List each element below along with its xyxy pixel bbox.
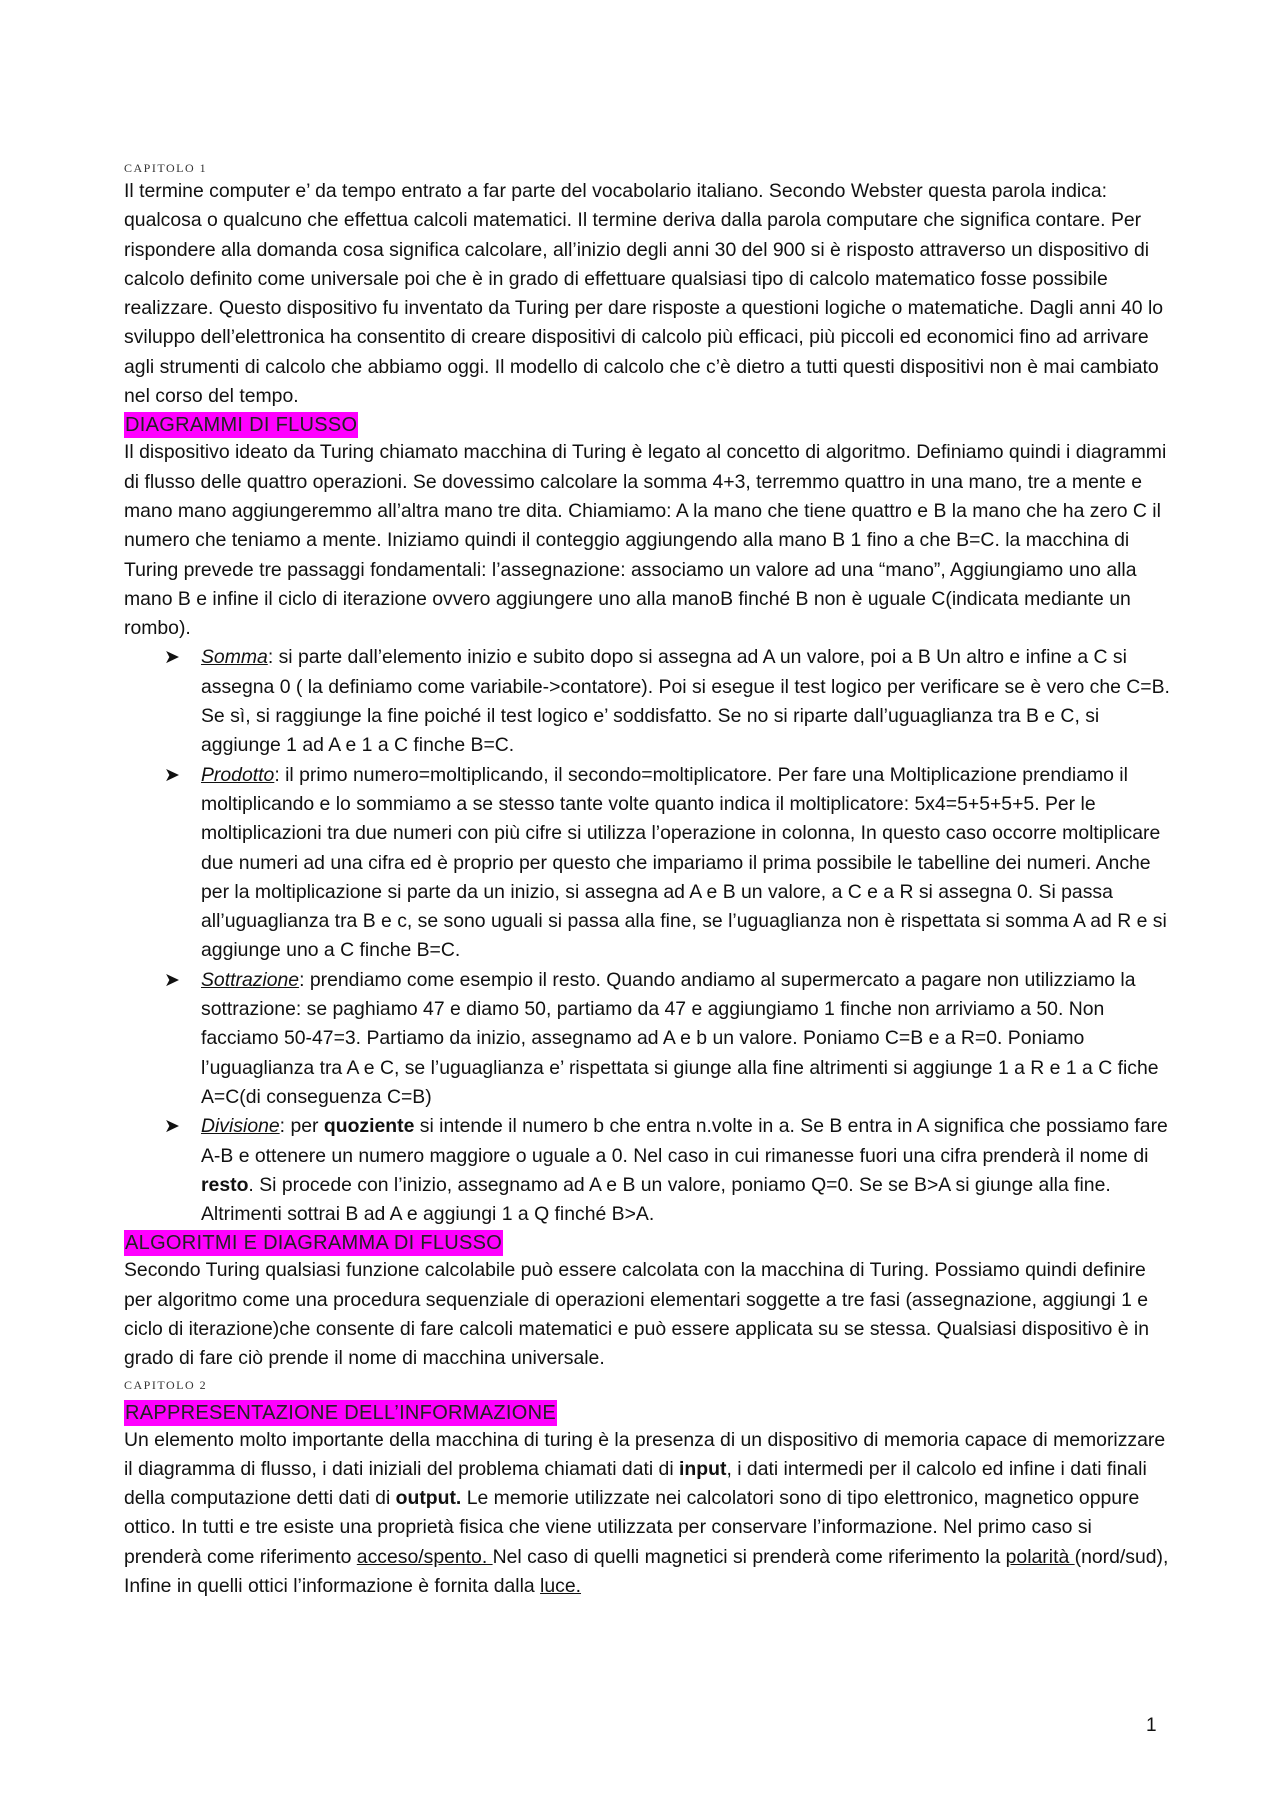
bullet-text: : si parte dall’elemento inizio e subito dopo si assegna ad A un valore, poi a B Un altro e infine a C si assegna 0 ( la definiamo come variabile->contatore). Poi si esegue il test logico per verificare se è vero che C=B. Se sì, si raggiunge la fine poiché il test logico e’ soddisfatto. Se no si riparte dall’uguaglianza tra B e C, si aggiunge 1 ad A e 1 a C finche B=C. (201, 646, 1170, 757)
arrow-bullet-icon: ➤ (164, 764, 180, 786)
bullet-text: si intende il numero b che entra n.volte in a. Se B entra in A significa che possiamo fare A-B e ottenere un numero maggiore o uguale a 0. Nel caso in cui rimanesse fuori una cifra prenderà il nome di (201, 1115, 1168, 1167)
section-heading: RAPPRESENTAZIONE DELL’INFORMAZIONE (125, 1401, 557, 1424)
section-rappresentazione (124, 1394, 1172, 1602)
section-heading: DIAGRAMMI DI FLUSSO (125, 414, 358, 437)
operations-list (124, 643, 1172, 1229)
underlined-term: polarità (1005, 1545, 1075, 1568)
document-page (124, 160, 1172, 1601)
page-number: 1 (1146, 1715, 1157, 1736)
section-paragraph (124, 1426, 1172, 1602)
section-paragraph: Il dispositivo ideato da Turing chiamato macchina di Turing è legato al concetto di algoritmo. Definiamo quindi i diagrammi di flusso delle quattro operazioni. Se dovessimo calcolare la somma 4+3, terremmo quattro in una mano, tre a mente e mano mano aggiungeremmo all’altra mano tre dita. Chiamiamo: A la mano che tiene quattro e B la mano che ha zero C il numero che teniamo a mente. Iniziamo quindi il conteggio aggiungendo alla mano B 1 fino a che B=C. la macchina di Turing prevede tre passaggi fondamentali: l’assegnazione: associamo un valore ad una “mano”, Aggiungiamo uno alla mano B e infine il ciclo di iterazione ovvero aggiungere uno alla manoB finché B non è uguale C(indicata mediante un rombo). (124, 441, 1167, 640)
bullet-title: Somma (201, 646, 268, 669)
list-item (124, 1112, 1172, 1229)
bullet-text: . Si procede con l’inizio, assegnamo ad A e B un valore, poniamo Q=0. Se se B>A si giunge alla fine. Altrimenti sottrai B ad A e aggiungi 1 a Q finché B>A. (201, 1173, 1111, 1226)
list-item (124, 966, 1172, 1112)
bullet-text: : per (279, 1115, 324, 1138)
list-item (124, 643, 1172, 760)
section-algoritmi (124, 1229, 1172, 1373)
arrow-bullet-icon: ➤ (164, 969, 180, 991)
underlined-term: acceso/spento. (356, 1545, 493, 1568)
list-item (124, 761, 1172, 966)
bullet-text: : il primo numero=moltiplicando, il secondo=moltiplicatore. Per fare una Moltiplicazione prendiamo il moltiplicando e lo sommiamo a se stesso tante volte quanto indica il moltiplicatore: 5x4=5+5+5+5. Per le moltiplicazioni tra due numeri con più cifre si utilizza l’operazione in colonna, In questo caso occorre moltiplicare due numeri ad una cifra ed è proprio per questo che impariamo il prima possibile le tabelline dei numeri. Anche per la moltiplicazione si parte da un inizio, si assegna ad A e B un valore, a C e a R si assegna 0. Si passa all’uguaglianza tra B e c, se sono uguali si passa alla fine, se l’uguaglianza non è rispettata si somma A ad R e si aggiunge uno a C finche B=C. (201, 763, 1167, 962)
bullet-title: Prodotto (201, 763, 275, 786)
chapter-label: CAPITOLO 1 (124, 161, 208, 175)
section-paragraph: Secondo Turing qualsiasi funzione calcolabile può essere calcolata con la macchina di Turing. Possiamo quindi definire per algoritmo come una procedura sequenziale di operazioni elementari soggette a tre fasi (assegnazione, aggiungi 1 e ciclo di iterazione)che consente di fare calcoli matematici e può essere applicata su se stessa. Qualsiasi dispositivo è in grado di fare ciò prende il nome di macchina universale. (124, 1259, 1149, 1370)
section-diagrammi (124, 411, 1172, 1229)
bold-term: input (679, 1457, 727, 1480)
intro-paragraph: Il termine computer e’ da tempo entrato a far parte del vocabolario italiano. Secondo Webster questa parola indica: qualcosa o qualcuno che effettua calcoli matematici. Il termine deriva dalla parola computare che significa contare. Per rispondere alla domanda cosa significa calcolare, all’inizio degli anni 30 del 900 si è risposto attraverso un dispositivo di calcolo definito come universale poi che è in grado di effettuare qualsiasi tipo di calcolo matematico fosse possibile realizzare. Questo dispositivo fu inventato da Turing per dare risposte a questioni logiche o matematiche. Dagli anni 40 lo sviluppo dell’elettronica ha consentito di creare dispositivi di calcolo più efficaci, più piccoli ed economici fino ad arrivare agli strumenti di calcolo che abbiamo oggi. Il modello di calcolo che c’è dietro a tutti questi dispositivi non è mai cambiato nel corso del tempo. (124, 180, 1164, 408)
bold-term: output. (395, 1487, 462, 1510)
bullet-title: Sottrazione (201, 968, 300, 991)
bold-term: quoziente (323, 1115, 415, 1138)
chapter-label: CAPITOLO 2 (124, 1377, 208, 1392)
underlined-term: luce. (540, 1575, 582, 1598)
paragraph-text: (nord/sud), Infine in quelli ottici l’informazione è fornita dalla (124, 1545, 1169, 1598)
arrow-bullet-icon: ➤ (164, 1116, 180, 1138)
bullet-title: Divisione (201, 1115, 280, 1138)
paragraph-text: Nel caso di quelli magnetici si prenderà come riferimento la (492, 1545, 1006, 1568)
bold-term: resto (201, 1173, 249, 1196)
paragraph-text: Un elemento molto importante della macchina di turing è la presenza di un dispositivo di memoria capace di memorizzare il diagramma di flusso, i dati iniziali del problema chiamati dati di (124, 1428, 1166, 1480)
bullet-text: : prendiamo come esempio il resto. Quando andiamo al supermercato a pagare non utilizziamo la sottrazione: se paghiamo 47 e diamo 50, partiamo da 47 e aggiungiamo 1 finche non arriviamo a 50. Non facciamo 50-47=3. Partiamo da inizio, assegnamo ad A e b un valore. Poniamo C=B e a R=0. Poniamo l’uguaglianza tra A e C, se l’uguaglianza e’ rispettata si giunge alla fine altrimenti si aggiunge 1 a R e 1 a C fiche A=C(di conseguenza C=B) (201, 968, 1159, 1108)
paragraph-text: , i dati intermedi per il calcolo ed infine i dati finali della computazione detti dati di (124, 1457, 1147, 1510)
section-heading: ALGORITMI E DIAGRAMMA DI FLUSSO (125, 1232, 503, 1255)
paragraph-text: Le memorie utilizzate nei calcolatori sono di tipo elettronico, magnetico oppure ottico. In tutti e tre esiste una proprietà fisica che viene utilizzata per conservare l’informazione. Nel primo caso si prenderà come riferimento (124, 1487, 1140, 1568)
arrow-bullet-icon: ➤ (164, 647, 180, 669)
